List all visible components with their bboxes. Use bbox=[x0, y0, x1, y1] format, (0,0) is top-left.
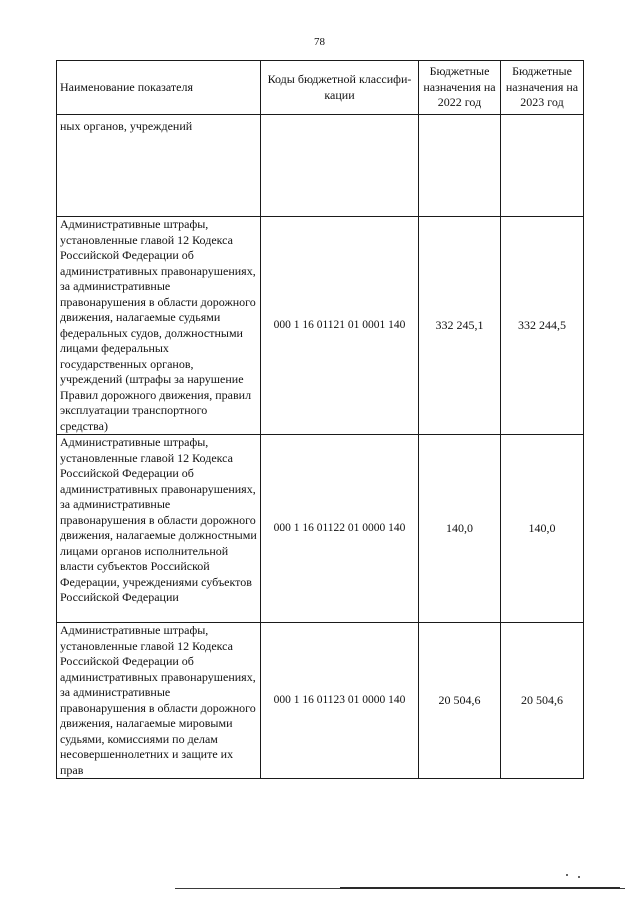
row-value-2023 bbox=[501, 115, 584, 217]
row-name: Административные штрафы, установленные главой 12 Кодекса Российской Федерации об административных правонарушениях, за административные правонарушения в области дорожного движения, налагаемые мировыми судьями, комиссиями по делам несовершеннолетних и защите их прав bbox=[57, 623, 261, 779]
row-name: Административные штрафы, установленные главой 12 Кодекса Российской Федерации об административных правонарушениях, за административные правонарушения в области дорожного движения, налагаемые должностными лицами органов исполнительной власти субъектов Российской Федерации, учреждениями субъектов Российской Федерации bbox=[57, 435, 261, 623]
scan-speck bbox=[566, 874, 568, 876]
header-codes: Коды бюджетной классифи-кации bbox=[261, 61, 419, 115]
table-row bbox=[57, 623, 584, 779]
page-number: 78 bbox=[314, 36, 325, 48]
row-value-2023: 20 504,6 bbox=[501, 623, 584, 779]
row-value-2022: 140,0 bbox=[419, 435, 501, 623]
row-code: 000 1 16 01123 01 0000 140 bbox=[261, 623, 419, 779]
row-name-text: ных органов, учреждений bbox=[60, 119, 193, 133]
row-code: 000 1 16 01122 01 0000 140 bbox=[261, 435, 419, 623]
budget-table bbox=[56, 60, 584, 779]
table-header-row bbox=[57, 61, 584, 115]
table-row bbox=[57, 217, 584, 435]
row-value-2022: 332 245,1 bbox=[419, 217, 501, 435]
table-row bbox=[57, 435, 584, 623]
row-value-2022: 20 504,6 bbox=[419, 623, 501, 779]
row-name bbox=[57, 115, 261, 217]
header-budget-2023: Бюджетные назначения на 2023 год bbox=[501, 61, 584, 115]
row-value-2022 bbox=[419, 115, 501, 217]
row-code bbox=[261, 115, 419, 217]
row-code: 000 1 16 01121 01 0001 140 bbox=[261, 217, 419, 435]
scan-speck bbox=[578, 876, 580, 878]
table-row bbox=[57, 115, 584, 217]
header-budget-2022: Бюджетные назначения на 2022 год bbox=[419, 61, 501, 115]
row-value-2023: 332 244,5 bbox=[501, 217, 584, 435]
header-name: Наименование показателя bbox=[57, 61, 261, 115]
scan-bottom-rule-dark bbox=[340, 887, 620, 889]
row-value-2023: 140,0 bbox=[501, 435, 584, 623]
row-name: Административные штрафы, установленные главой 12 Кодекса Российской Федерации об административных правонарушениях, за административные правонарушения в области дорожного движения, налагаемые судьями федеральных судов, должностными лицами федеральных государственных органов, учреждений (штрафы за нарушение Правил дорожного движения, правил эксплуатации транспортного средства) bbox=[57, 217, 261, 435]
